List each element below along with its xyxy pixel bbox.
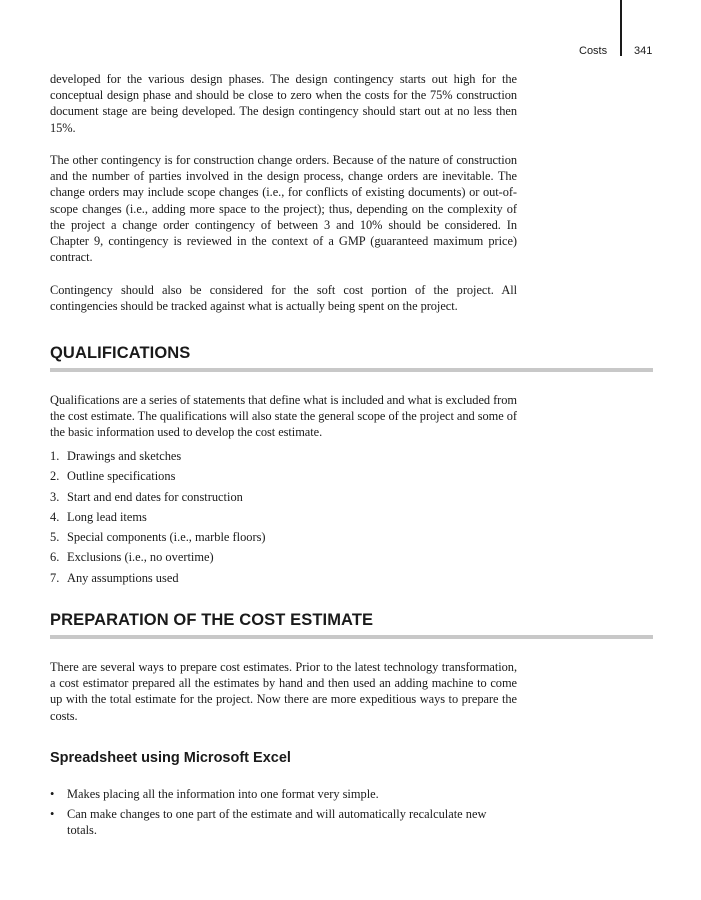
list-item [50,509,517,525]
intro-paragraph-2-block [50,152,517,265]
list-number: 5. [50,530,60,545]
qualifications-heading-block [50,344,650,363]
list-item-text: Any assumptions used [67,570,179,585]
list-item-text: Can make changes to one part of the estimate and will automatically recalculate new totals. [67,807,487,837]
qualifications-list [50,448,517,586]
list-number: 7. [50,570,60,585]
list-item-text: Special components (i.e., marble floors) [67,530,266,545]
qualifications-paragraph: Qualifications are a series of statements that define what is included and what is excluded from the cost estimate. The qualifications will also state the general scope of the project and some of the basic information used to develop the cost estimate. [50,393,517,440]
preparation-paragraph-block [50,659,517,724]
qualifications-heading-rule [50,368,653,372]
bullet-icon: • [50,787,55,801]
list-number: 2. [50,469,60,484]
list-number: 1. [50,449,60,463]
list-item [50,806,517,838]
preparation-heading-block [50,611,650,630]
list-item-text: Makes placing all the information into one format very simple. [67,787,379,801]
list-item [50,786,517,802]
list-number: 3. [50,489,60,504]
list-number: 6. [50,550,60,565]
list-item-text: Long lead items [67,509,147,524]
list-item-text: Start and end dates for construction [67,489,243,504]
header-rule [620,0,622,56]
intro-paragraph-1-block [50,71,517,136]
running-head-section: Costs [579,45,608,57]
intro-paragraph-3: Contingency should also be considered for the soft cost portion of the project. All contingencies should be tracked against what is actually being spent on the project. [50,283,517,314]
preparation-paragraph: There are several ways to prepare cost estimates. Prior to the latest technology transformation, a cost estimator prepared all the estimates by hand and then used an adding machine to come up with the total estimate for the project. Now there are more expeditious ways to prepare the costs. [50,660,517,723]
list-item [50,570,517,586]
spreadsheet-bullet-list [50,786,517,838]
list-item [50,448,517,464]
qualifications-paragraph-block [50,392,517,441]
preparation-heading: PREPARATION OF THE COST ESTIMATE [50,611,374,629]
list-item [50,549,517,565]
list-item-text: Drawings and sketches [67,449,182,463]
intro-paragraph-2: The other contingency is for construction change orders. Because of the nature of construction and the number of parties involved in the design process, change orders are inevitable. The change orders may include scope changes (i.e., for conflicts of existing documents) or out-of-scope changes (i.e., adding more space to the project); thus, depending on the complexity of the project a change order contingency of between 3 and 10% should be considered. In Chapter 9, contingency is reviewed in the context of a GMP (guaranteed maximum price) contract. [50,153,517,265]
intro-paragraph-3-block [50,282,517,314]
bullet-icon: • [50,807,55,821]
list-number: 4. [50,509,60,524]
list-item [50,468,517,484]
preparation-heading-rule [50,635,653,639]
spreadsheet-heading-block [50,750,650,766]
intro-paragraph-1: developed for the various design phases. The design contingency starts out high for the conceptual design phase and should be close to zero when the costs for the 75% construction document stage are being developed. The design contingency should start out at no less then 15%. [50,72,517,135]
page-number: 341 [634,45,653,57]
list-item [50,489,517,505]
list-item [50,529,517,545]
list-item-text: Exclusions (i.e., no overtime) [67,550,214,565]
qualifications-heading: QUALIFICATIONS [50,344,191,362]
list-item-text: Outline specifications [67,469,176,484]
spreadsheet-heading: Spreadsheet using Microsoft Excel [50,750,291,766]
